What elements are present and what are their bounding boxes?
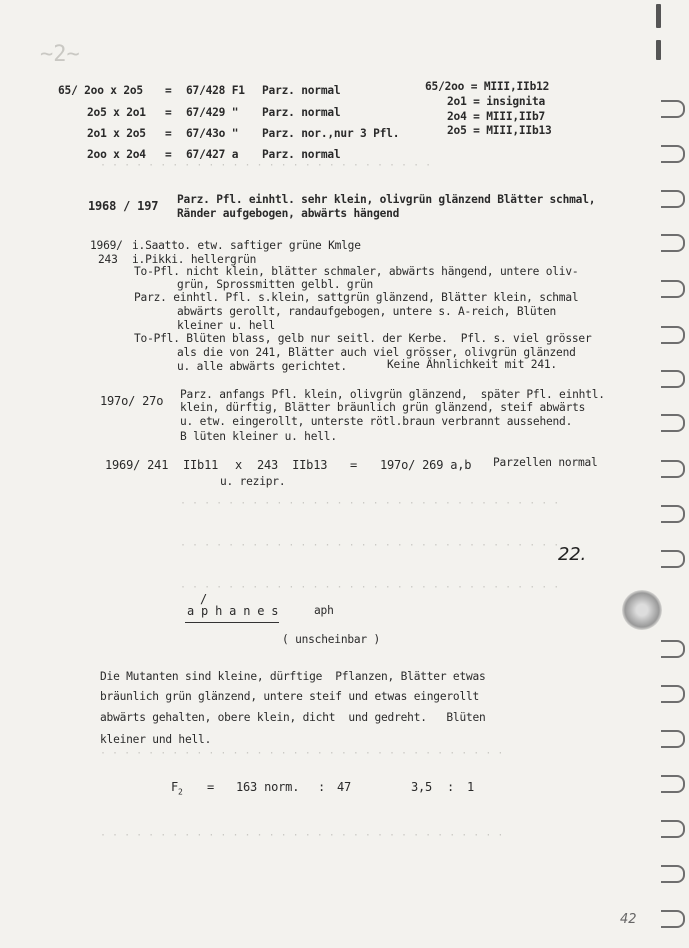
bleed-through-text: · · · · · · · · · · · · · · · · · · · · · · · · · · · · [100, 160, 432, 171]
binding-ring [661, 326, 685, 344]
entry-text: Keine Ähnlichkeit mit 241. [387, 358, 557, 371]
entry-label: 243 [98, 253, 118, 266]
binding-ring [661, 775, 685, 793]
cross-reciprocal: u. rezipr. [220, 475, 286, 488]
cross-equals: = [165, 84, 172, 97]
cross-description: Parz. normal [262, 84, 341, 97]
binding-ring [661, 234, 685, 252]
entry-label: 1969/ [90, 239, 123, 252]
entry-text: grün, Sprossmitten gelbl. grün [177, 278, 374, 291]
section-description: Die Mutanten sind kleine, dürftige Pflanzen, Blätter etwas [100, 670, 486, 683]
section-accent-mark: / [200, 592, 208, 606]
cross-left: 2o1 x 2o5 [87, 127, 146, 140]
entry-text: i.Pikki. hellergrün [132, 253, 257, 266]
entry-text: abwärts gerollt, randaufgebogen, untere s. A-reich, Blüten [177, 305, 557, 318]
cross-description: Parz. nor.,nur 3 Pfl. [262, 127, 400, 140]
binding-edge [656, 4, 661, 28]
entry-label: 197o/ 27o [100, 394, 164, 408]
binding-ring [661, 370, 685, 388]
binding-ring [661, 100, 685, 118]
entry-text: klein, dürftig, Blätter bräunlich grün glänzend, steif abwärts [180, 401, 586, 414]
ratio-generation-subscript: 2 [178, 787, 183, 797]
section-title: a p h a n e s [187, 604, 279, 618]
cross-description: Parz. normal [262, 106, 341, 119]
bleed-through-text: ~2~ [40, 42, 80, 67]
spiral-binding [649, 0, 689, 948]
mutant-key: 65/2oo = MIII,IIb12 [425, 80, 550, 93]
binding-ring [661, 820, 685, 838]
section-description: abwärts gehalten, obere klein, dicht und gedreht. Blüten [100, 711, 486, 724]
cross-reference: 67/428 F1 [186, 84, 245, 97]
binding-ring [661, 640, 685, 658]
mutant-key: 2o4 = MIII,IIb7 [447, 110, 546, 123]
mutant-key: 2o5 = MIII,IIb13 [447, 124, 552, 137]
section-title-underline [185, 622, 279, 623]
binding-ring [661, 730, 685, 748]
cross-reference: 67/427 a [186, 148, 239, 161]
section-abbreviation: aph [314, 604, 334, 617]
entry-text: kleiner u. hell [177, 319, 276, 332]
cross-equals: = [165, 127, 172, 140]
binding-ring [661, 505, 685, 523]
section-description: bräunlich grün glänzend, untere steif und etwas eingerollt [100, 690, 480, 703]
ratio-normal-count: 163 norm. [236, 780, 300, 794]
bleed-through-text: · · · · · · · · · · · · · · · · · · · · · · · · · · · · · · · · [180, 498, 560, 509]
binding-ring [661, 280, 685, 298]
entry-text: To-Pfl. nicht klein, blätter schmaler, abwärts hängend, untere oliv- [134, 265, 579, 278]
binding-ring [661, 550, 685, 568]
cross-times: x [235, 458, 243, 472]
section-subtitle: ( unscheinbar ) [282, 633, 381, 646]
ratio-generation: $F_2$ [171, 780, 183, 797]
cross-equals: = [165, 106, 172, 119]
cross-left: 65/ 2oo x 2o5 [58, 84, 143, 97]
binding-ring [661, 685, 685, 703]
entry-text: u. etw. eingerollt, unterste rötl.braun verbrannt aussehend. [180, 415, 573, 428]
cross-genotype: 243 IIb13 [257, 458, 328, 472]
section-description: kleiner und hell. [100, 733, 212, 746]
page-number: 42 [620, 912, 637, 927]
cross-left: 2o5 x 2o1 [87, 106, 146, 119]
entry-text: als die von 241, Blätter auch viel grösser, olivgrün glänzend [177, 346, 576, 359]
binding-ring [661, 190, 685, 208]
binding-ring [661, 414, 685, 432]
entry-text: i.Saatto. etw. saftiger grüne Kmlge [132, 239, 361, 252]
entry-text: Parz. Pfl. einhtl. sehr klein, olivgrün glänzend Blätter schmal, [177, 193, 596, 206]
binding-edge [656, 40, 661, 60]
entry-text: B lüten kleiner u. hell. [180, 430, 337, 443]
bleed-through-text: · · · · · · · · · · · · · · · · · · · · · · · · · · · · · · · · · · [100, 748, 504, 759]
mutant-key: 2o1 = insignita [447, 95, 546, 108]
cross-note: Parzellen normal [493, 456, 598, 469]
binding-ring [661, 145, 685, 163]
ratio-value-a: 3,5 [411, 780, 433, 794]
ratio-colon: : [447, 780, 455, 794]
entry-text: Parz. anfangs Pfl. klein, olivgrün glänzend, später Pfl. einhtl. [180, 388, 605, 401]
cross-reference: 67/43o " [186, 127, 239, 140]
entry-text: Parz. einhtl. Pfl. s.klein, sattgrün glänzend, Blätter klein, schmal [134, 291, 579, 304]
cross-description: Parz. normal [262, 148, 341, 161]
ratio-equals: = [207, 780, 215, 794]
ratio-mutant-count: 47 [337, 780, 352, 794]
bleed-through-text: · · · · · · · · · · · · · · · · · · · · · · · · · · · · · · · · · · [100, 830, 504, 841]
bleed-through-text: · · · · · · · · · · · · · · · · · · · · · · · · · · · · · · · · [180, 540, 560, 551]
cross-left: 2oo x 2o4 [87, 148, 146, 161]
entry-text: Ränder aufgebogen, abwärts hängend [177, 207, 400, 220]
binding-ring [661, 460, 685, 478]
entry-text: To-Pfl. Blüten blass, gelb nur seitl. der Kerbe. Pfl. s. viel grösser [134, 332, 592, 345]
entry-label: 1968 / 197 [88, 199, 159, 213]
cross-left: 1969/ 241 [105, 458, 169, 472]
ratio-value-b: 1 [467, 780, 475, 794]
binding-ring [661, 865, 685, 883]
handwritten-number: 22. [558, 544, 587, 565]
cross-result: 197o/ 269 a,b [380, 458, 472, 472]
cross-equals: = [350, 458, 358, 472]
binding-ring [661, 910, 685, 928]
cross-equals: = [165, 148, 172, 161]
entry-text: u. alle abwärts gerichtet. [177, 360, 347, 373]
cross-reference: 67/429 " [186, 106, 239, 119]
cross-genotype: IIb11 [183, 458, 219, 472]
ratio-colon: : [318, 780, 326, 794]
bleed-through-text: · · · · · · · · · · · · · · · · · · · · · · · · · · · · · · · · [180, 582, 560, 593]
